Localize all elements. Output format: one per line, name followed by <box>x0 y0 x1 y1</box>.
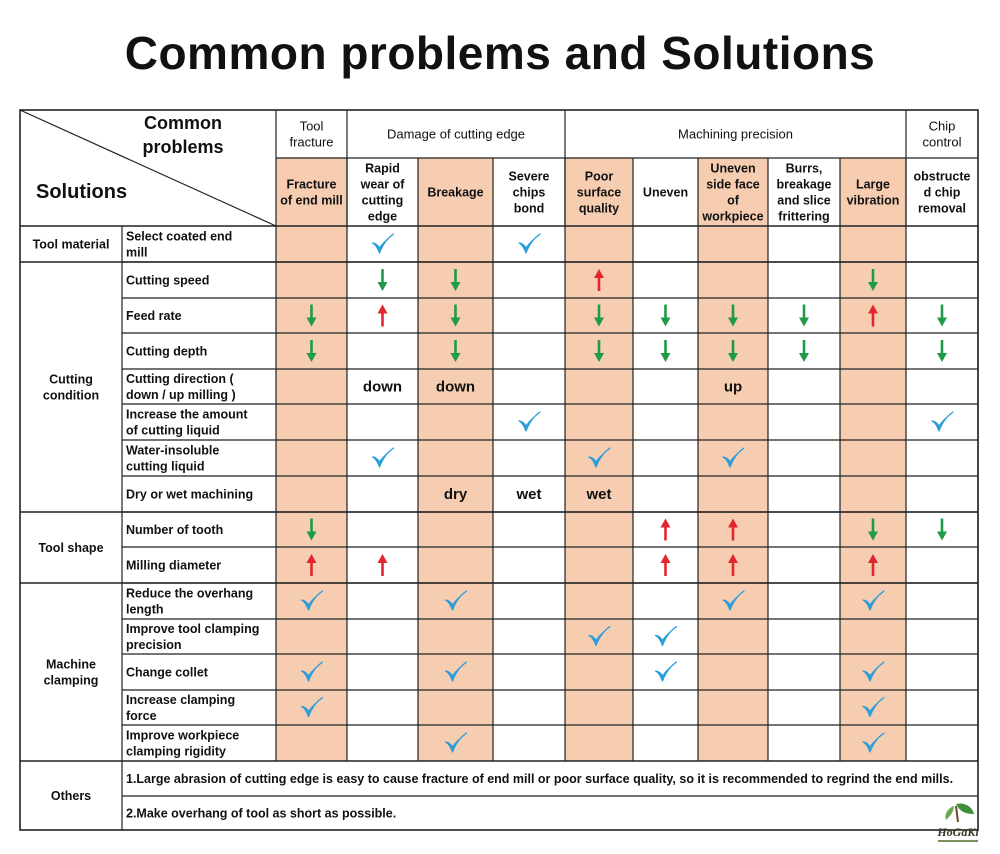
row-label: Cutting direction ( <box>126 372 234 386</box>
row-label: of cutting liquid <box>126 423 220 438</box>
row-label: Improve tool clamping <box>126 622 260 636</box>
column-shade <box>418 158 493 761</box>
corner-problems-label: Common <box>144 113 222 133</box>
category-label: clamping <box>43 673 99 688</box>
brand-logo <box>934 800 982 846</box>
arrow-up-icon <box>378 305 388 327</box>
column-shade <box>840 158 906 761</box>
arrow-down-icon <box>799 305 809 327</box>
category-label: Tool material <box>32 237 110 252</box>
row-label: Change collet <box>126 665 208 680</box>
row-label: mill <box>126 245 148 260</box>
cell-text-value: dry <box>443 486 468 503</box>
column-header: Rapid <box>365 161 400 176</box>
column-header: breakage <box>776 177 832 192</box>
column-header: Uneven <box>710 161 756 176</box>
column-header: of <box>727 193 739 208</box>
row-label: force <box>126 709 157 723</box>
column-header: removal <box>918 201 966 216</box>
row-label: length <box>126 602 164 617</box>
arrow-down-icon <box>378 269 388 291</box>
column-header: Breakage <box>427 185 484 200</box>
column-header: obstructe <box>913 169 971 184</box>
column-shade <box>276 158 347 761</box>
page-title: Common problems and Solutions <box>124 27 876 79</box>
row-label: Improve workpiece <box>126 728 240 743</box>
column-header: cutting <box>361 193 404 208</box>
row-label: Increase the amount <box>126 407 248 422</box>
cell-text-value: down <box>362 378 403 396</box>
column-header: Poor <box>584 169 614 184</box>
column-header: workpiece <box>702 209 764 224</box>
row-label: Increase clamping <box>126 693 236 707</box>
check-icon <box>519 412 540 431</box>
cell-text-value: wet <box>586 486 612 503</box>
group-header: Damage of cutting edge <box>386 126 526 142</box>
check-icon <box>656 627 677 646</box>
column-header: bond <box>513 201 545 216</box>
others-note: 1.Large abrasion of cutting edge is easy to cause fracture of end mill or poor surface quality, so it is recommended to regrind the end mills. <box>126 772 954 786</box>
cell-text-value: up <box>723 378 743 396</box>
category-label: Cutting <box>49 372 93 387</box>
arrow-down-icon <box>661 340 671 362</box>
arrow-down-icon <box>799 340 809 362</box>
column-header: d chip <box>923 185 961 200</box>
arrow-down-icon <box>937 340 947 362</box>
group-header: fracture <box>289 134 334 150</box>
column-header: of end mill <box>280 193 343 208</box>
check-icon <box>932 412 953 431</box>
category-label: Tool shape <box>38 541 104 555</box>
column-header: Burrs, <box>785 161 823 176</box>
row-label: Milling diameter <box>126 558 222 573</box>
column-header: Large <box>855 177 891 192</box>
column-header: Fracture <box>286 177 337 192</box>
others-note: 2.Make overhang of tool as short as possible. <box>126 806 397 821</box>
corner-problems-label: problems <box>142 137 224 157</box>
check-icon <box>656 662 677 681</box>
check-icon <box>373 448 394 467</box>
arrow-up-icon <box>378 554 388 576</box>
row-label: Water-insoluble <box>126 443 220 458</box>
arrow-down-icon <box>937 519 947 541</box>
row-label: Feed rate <box>126 309 182 323</box>
column-header: and slice <box>777 193 831 208</box>
cell-text-value: wet <box>516 486 542 503</box>
arrow-down-icon <box>937 305 947 327</box>
column-header: quality <box>578 201 620 216</box>
group-header: control <box>922 134 962 150</box>
group-header: Tool <box>299 118 324 134</box>
arrow-up-icon <box>661 554 671 576</box>
category-label: Machine <box>45 657 97 672</box>
row-label: Reduce the overhang <box>126 586 254 601</box>
column-header: Severe <box>508 169 550 184</box>
row-label: Number of tooth <box>126 523 224 537</box>
row-label: Cutting speed <box>126 273 210 288</box>
row-label: clamping rigidity <box>126 744 227 759</box>
row-label: Dry or wet machining <box>126 487 254 502</box>
column-header: Uneven <box>642 185 689 200</box>
leaf-logo-icon <box>956 803 974 814</box>
row-label: precision <box>126 638 182 652</box>
check-icon <box>519 234 540 253</box>
group-header: Machining precision <box>678 126 793 142</box>
cell-text-value: down <box>435 378 476 396</box>
row-label: Select coated end <box>126 229 233 244</box>
arrow-up-icon <box>661 519 671 541</box>
column-header: edge <box>367 209 398 224</box>
row-label: cutting liquid <box>126 459 205 474</box>
logo-text: HoGaKi <box>937 825 979 839</box>
check-icon <box>373 234 394 253</box>
column-header: surface <box>576 185 622 200</box>
column-header: chips <box>512 185 546 200</box>
column-header: vibration <box>846 193 900 208</box>
row-label: down / up milling ) <box>126 388 236 402</box>
corner-solutions-label: Solutions <box>36 181 128 203</box>
column-header: side face <box>706 177 760 192</box>
category-label: Others <box>50 789 92 803</box>
column-header: wear of <box>360 177 405 192</box>
arrow-down-icon <box>661 305 671 327</box>
group-header: Chip <box>928 118 956 134</box>
row-label: Cutting depth <box>126 344 208 359</box>
column-header: frittering <box>778 209 830 224</box>
category-label: condition <box>42 388 100 403</box>
